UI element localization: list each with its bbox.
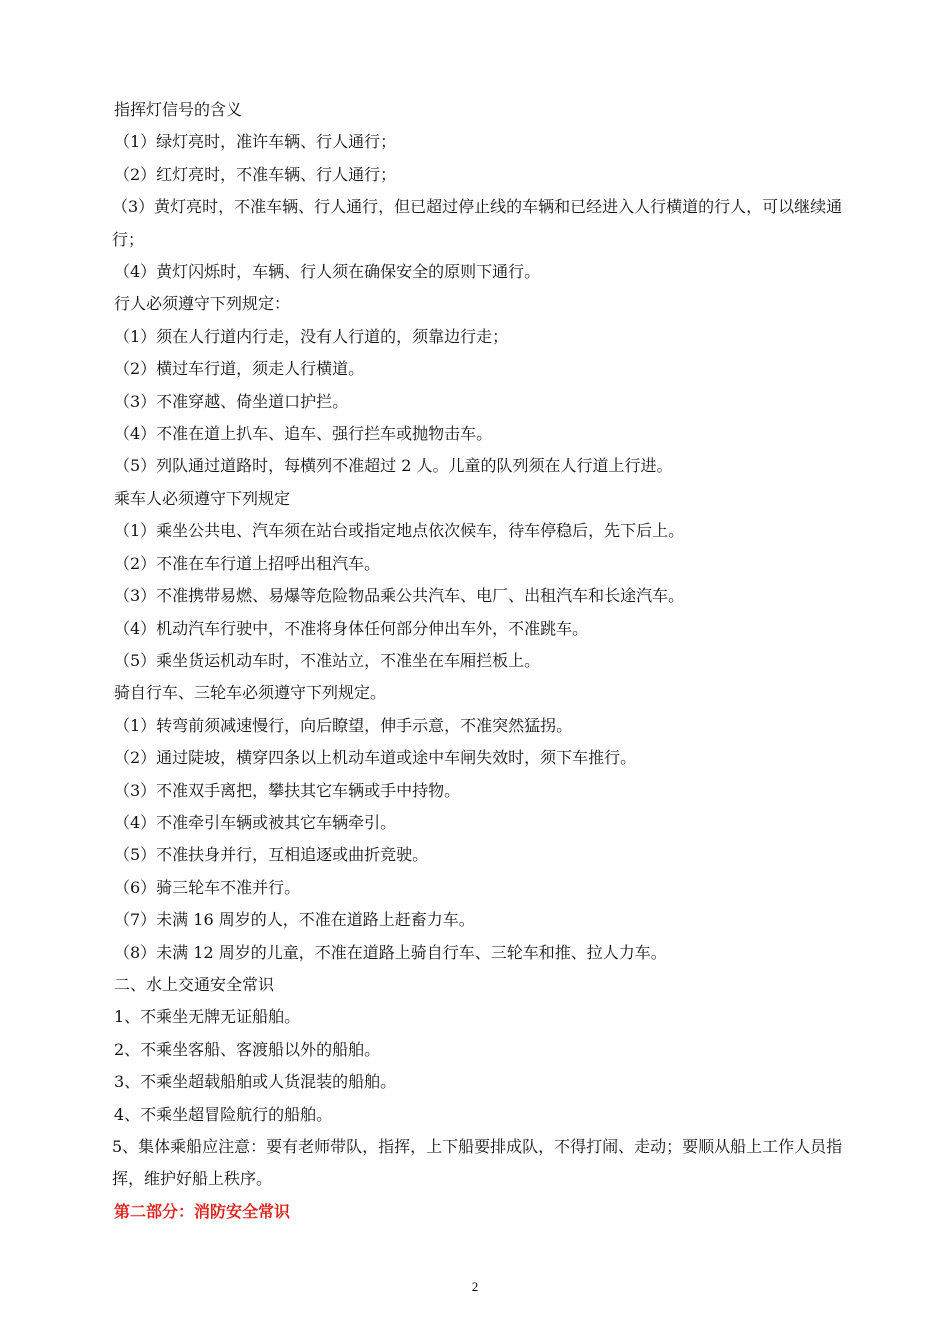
text-line: （2）通过陡坡，横穿四条以上机动车道或途中车闸失效时，须下车推行。 (114, 748, 637, 768)
page-number: 2 (471, 1279, 479, 1294)
text-line: （2）横过车行道，须走人行横道。 (114, 359, 365, 379)
text-line: （6）骑三轮车不准并行。 (114, 877, 301, 897)
text-line: （2）红灯亮时，不准车辆、行人通行； (114, 164, 397, 184)
text-line: （1）乘坐公共电、汽车须在站台或指定地点依次候车，待车停稳后，先下后上。 (114, 521, 685, 541)
text-line: （8）未满 12 周岁的儿童，不准在道路上骑自行车、三轮车和推、拉人力车。 (114, 942, 667, 962)
text-line: （3）不准携带易燃、易爆等危险物品乘公共汽车、电厂、出租汽车和长途汽车。 (114, 586, 685, 606)
section-heading: 第二部分：消防安全常识 (114, 1201, 291, 1221)
text-line: 骑自行车、三轮车必须遵守下列规定。 (114, 683, 387, 703)
text-line: （4）机动汽车行驶中，不准将身体任何部分伸出车外，不准跳车。 (114, 618, 589, 638)
text-line: （2）不准在车行道上招呼出租汽车。 (114, 553, 381, 573)
text-line: （3）不准穿越、倚坐道口护拦。 (114, 391, 349, 411)
text-line: 5、集体乘船应注意：要有老师带队，指挥，上下船要排成队，不得打闹、走动；要顺从船上工作人员指挥，维护好船上秩序。 (112, 1137, 843, 1189)
text-line: （4）不准牵引车辆或被其它车辆牵引。 (114, 812, 397, 832)
text-line: 指挥灯信号的含义 (114, 100, 243, 119)
text-line: （4）黄灯闪烁时，车辆、行人须在确保安全的原则下通行。 (114, 262, 541, 282)
text-line: （1）转弯前须减速慢行，向后瞭望，伸手示意，不准突然猛拐。 (114, 715, 573, 735)
text-line: （1）绿灯亮时，准许车辆、行人通行； (114, 132, 397, 152)
document-body (114, 94, 874, 1228)
text-line: （5）列队通过道路时，每横列不准超过 2 人。儿童的队列须在人行道上行进。 (114, 456, 673, 476)
text-line: （1）须在人行道内行走，没有人行道的，须靠边行走； (114, 326, 509, 346)
text-line: 4、不乘坐超冒险航行的船舶。 (114, 1104, 333, 1124)
text-line: （5）不准扶身并行，互相追逐或曲折竞驶。 (114, 845, 429, 865)
text-line: 3、不乘坐超载船舶或人货混装的船舶。 (114, 1072, 397, 1092)
text-line: 1、不乘坐无牌无证船舶。 (114, 1007, 301, 1027)
text-line: 二、水上交通安全常识 (114, 974, 275, 994)
text-line: （5）乘坐货运机动车时，不准站立，不准坐在车厢拦板上。 (114, 650, 541, 670)
text-line: 行人必须遵守下列规定： (114, 294, 291, 314)
text-line: （3）黄灯亮时，不准车辆、行人通行，但已超过停止线的车辆和已经进入人行横道的行人，可以继续通行； (112, 197, 843, 249)
text-line: （7）未满 16 周岁的人，不准在道路上赶畜力车。 (114, 910, 475, 930)
text-line: （4）不准在道上扒车、追车、强行拦车或抛物击车。 (114, 424, 493, 444)
text-line: 乘车人必须遵守下列规定 (114, 488, 291, 508)
text-line: （3）不准双手离把，攀扶其它车辆或手中持物。 (114, 780, 461, 800)
text-line: 2、不乘坐客船、客渡船以外的船舶。 (114, 1039, 381, 1059)
